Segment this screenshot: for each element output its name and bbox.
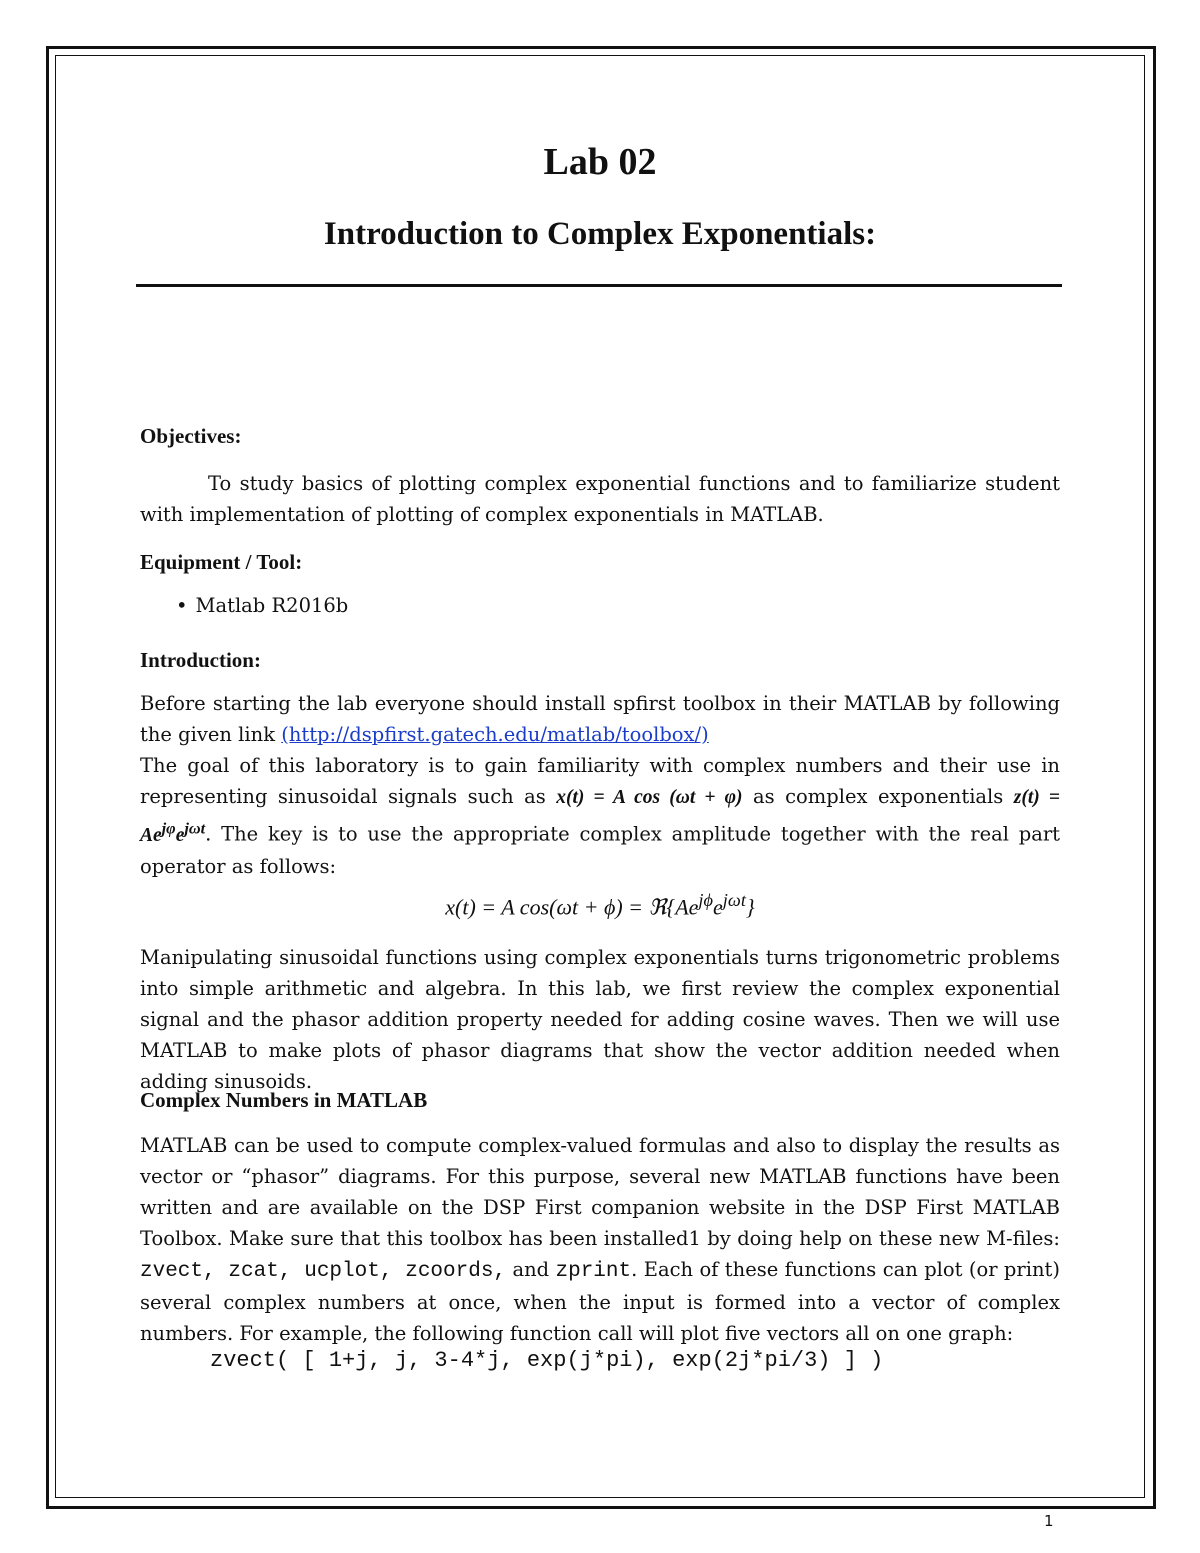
objectives-text: To study basics of plotting complex exponential functions and to familiarize student with implementation of plotting of complex exponentials in MATLAB. bbox=[140, 472, 1060, 526]
intro-p2-text-a: The goal of this laboratory is to gain familiarity with complex numbers and their use in representing sinusoidal signals such as bbox=[140, 754, 1060, 808]
lab-title: Lab 02 bbox=[543, 141, 657, 183]
introduction-paragraph-3: Manipulating sinusoidal functions using complex exponentials turns trigonometric problems into simple arithmetic and algebra. In this lab, we first review the complex exponential signal and the phasor addition property needed for adding cosine waves. Then we will use MATLAB to make plots of phasor diagrams that show the vector addition needed when adding sinusoids. bbox=[140, 946, 1060, 1093]
equation-sup-omega: jωt bbox=[722, 890, 746, 910]
toolbox-link[interactable]: (http://dspfirst.gatech.edu/matlab/toolbox/) bbox=[281, 723, 709, 746]
intro-p2-text-c: . The key is to use the appropriate complex amplitude together with the real part operator as follows: bbox=[140, 822, 1060, 878]
equation-close: } bbox=[745, 894, 755, 920]
cn-text-a: MATLAB can be used to compute complex-valued formulas and also to display the results as vector or “phasor” diagrams. For this purpose, several new MATLAB functions have been written and are available on the DSP First companion website in the DSP First MATLAB Toolbox. Make sure that this toolbox has been installed1 by doing help on these new M-files: bbox=[140, 1134, 1060, 1250]
introduction-paragraph-2 bbox=[140, 750, 1060, 882]
code-example: zvect( [ 1+j, j, 3-4*j, exp(j*pi), exp(2j*pi/3) ] ) bbox=[210, 1348, 884, 1373]
complex-numbers-paragraph bbox=[140, 1130, 1060, 1349]
page-number: 1 bbox=[1044, 1512, 1054, 1530]
inline-math-e: e bbox=[175, 824, 185, 846]
equation-e: e bbox=[713, 894, 723, 920]
equation-sup-phase: jϕ bbox=[698, 890, 714, 910]
cn-text-b: . Each of these functions can plot (or print) several complex numbers at once, when the input is formed into a vector of complex numbers. For example, the following function call will plot five vectors all on one graph: bbox=[140, 1258, 1060, 1345]
lab-subtitle: Introduction to Complex Exponentials: bbox=[323, 216, 877, 252]
inline-math-sup-phase: jφ bbox=[161, 819, 176, 837]
equipment-heading: Equipment / Tool: bbox=[140, 550, 303, 574]
cn-text-and: and bbox=[506, 1258, 556, 1281]
equation-lhs: x(t) = A cos(ωt + ϕ) = ℜ{Ae bbox=[445, 894, 699, 920]
intro-p2-text-b: as complex exponentials bbox=[742, 785, 1014, 808]
equipment-list-item bbox=[176, 594, 348, 617]
intro-p1-text: Before starting the lab everyone should install spfirst toolbox in their MATLAB by following the given link bbox=[140, 692, 1060, 746]
display-equation bbox=[140, 890, 1060, 920]
bullet-icon: • bbox=[176, 594, 188, 617]
inline-math-z: z(t) = Ae bbox=[140, 787, 1061, 846]
complex-numbers-heading: Complex Numbers in MATLAB bbox=[140, 1088, 428, 1112]
introduction-paragraph-1 bbox=[140, 688, 1060, 750]
introduction-heading: Introduction: bbox=[140, 648, 261, 672]
objectives-heading: Objectives: bbox=[140, 424, 242, 448]
inline-math-sinusoid: x(t) = A cos (ωt + φ) bbox=[556, 787, 743, 808]
cn-function-list: zvect, zcat, ucplot, zcoords, bbox=[140, 1260, 507, 1283]
equipment-item-label: Matlab R2016b bbox=[195, 594, 349, 617]
title-divider bbox=[136, 284, 1062, 287]
inline-math-sup-omega: jωt bbox=[184, 819, 206, 837]
cn-function-zprint: zprint bbox=[555, 1260, 632, 1283]
